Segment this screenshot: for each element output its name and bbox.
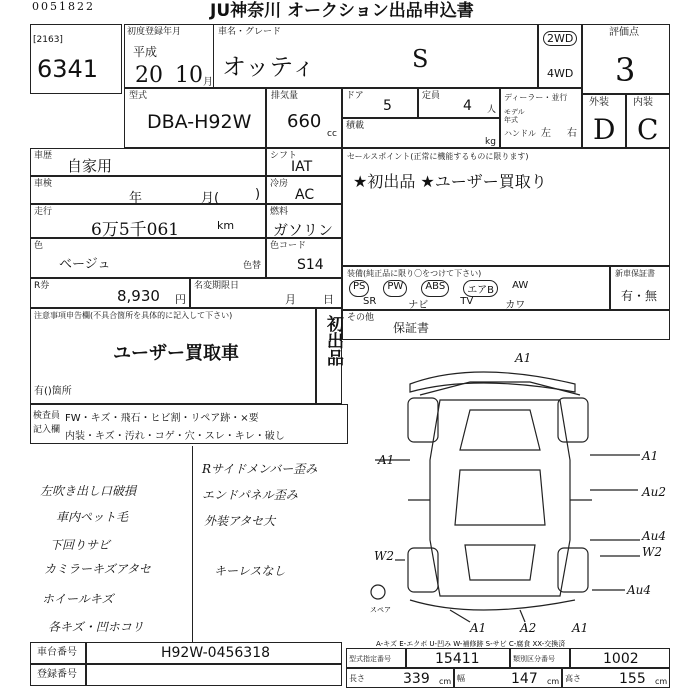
fuel: ガソリン [273,221,334,239]
shift: IAT [291,159,313,175]
recycle-box: R券 8,930 円 [30,278,190,308]
mark-left-rear: W2 [374,549,394,563]
remark-right-1: Rサイドメンバー歪み [202,462,318,476]
spare-label: スペア [370,606,391,614]
equip-aw: AW [512,280,529,291]
mark-right-rear: Au4 [642,529,667,543]
notes-box: 注意事項申告欄(不具合箇所を具体的に記入して下さい) ユーザー買取車 有()箇所 [30,308,316,404]
registration-box [86,664,342,686]
grade: S [412,45,429,73]
remark-left-4: カミラーキズアタセ [44,562,151,576]
equip-ps: PS [349,280,369,297]
remark-left-5: ホイールキズ [42,592,114,606]
reg-month: 10 [175,63,203,88]
notes-value: ユーザー買取車 [113,343,239,364]
interior-grade-box: 内装 C [626,94,670,148]
displacement-box: 排気量 660 cc [266,88,342,148]
interior-grade: C [637,113,659,146]
reg-year: 20 [135,63,163,88]
height: 155 [619,671,646,687]
load-box: 積載 kg [342,118,500,148]
mark-rear-1: A1 [470,621,487,635]
model-box: 型式 DBA-H92W [124,88,266,148]
equipment-box: 装備(純正品に限り〇をつけて下さい) PS PW ABS エアB AW SR ナビ TV カワ [342,266,610,310]
sales-point-box: セールスポイント(正常に機能するものに限ります) ★初出品 ★ユーザー買取り [342,148,670,266]
mileage: 6万5千061 [91,220,180,240]
mark-front: A1 [515,351,532,365]
mileage-box: 走行 6万5千061 km [30,204,266,238]
other-value: 保証書 [393,321,430,335]
mark-right-front: A1 [642,449,659,463]
rating-box: 評価点 3 [582,24,670,94]
mark-rear-right: Au4 [627,583,652,597]
mark-right-qtr: W2 [642,545,662,559]
equip-sr: SR [363,296,377,307]
remark-right-4: キーレスなし [214,564,286,578]
first-registration-box: 初度登録年月 平成 20 10 月 [124,24,214,88]
drive-2wd: 2WD [543,31,577,46]
first-listing-stamp: 初出品 [316,308,342,404]
fuel-box: 燃料 ガソリン [266,204,342,238]
mark-rear-3: A1 [572,621,589,635]
width: 147 [511,671,538,687]
length: 339 [403,671,430,687]
car-name: オッティ [222,53,316,81]
car-name-box: 車名・グレード オッティ S [213,24,538,88]
sales-point: ★初出品 ★ユーザー買取り [353,172,547,191]
equip-pw: PW [383,280,407,297]
mark-left-front: A1 [378,453,395,467]
mark-rear-2: A2 [520,621,537,635]
equip-airbag: エアB [463,280,498,297]
equip-leather: カワ [505,300,526,311]
aircon-box: 冷房 AC [266,176,342,204]
color-code: S14 [297,257,324,273]
remark-right-3: 外装アタセ大 [204,514,276,528]
shift-box: シフト IAT [266,148,342,176]
lot-number: 6341 [37,55,99,83]
remark-left-3: 下回りサビ [50,538,111,552]
color: ベージュ [59,257,111,272]
form-title: JU神奈川 オークション出品申込書 [210,1,474,21]
model-code: DBA-H92W [147,111,252,133]
color-code-box: 色コード S14 [266,238,342,278]
usage: 自家用 [67,157,113,175]
type-number: 15411 [435,651,480,667]
doors: 5 [383,98,392,114]
class-number: 1002 [603,651,639,667]
tax-box: 名変期限日 月 日 [190,278,342,308]
mark-right-door: Au2 [642,485,667,499]
dealer-box: ディーラー・並行 モデル 年式 ハンドル 左 右 [500,88,582,148]
equip-navi: ナビ [408,300,429,311]
serial-number: 0051822 [32,0,95,13]
remark-left-2: 車内ペット毛 [56,510,129,524]
color-box: 色 ベージュ 色替 [30,238,266,278]
chassis-box [86,642,342,664]
remark-left-6: 各キズ・凹ホコリ [48,620,144,634]
inspector-box: 検査員 記入欄 FW・キズ・飛石・ヒビ割・リペア跡・×要 内装・キズ・汚れ・コゲ・穴・スレ・キレ・破し [30,404,348,444]
aircon: AC [295,187,315,203]
manual-box: 新車保証書 有・無 [610,266,670,310]
rating-score: 3 [615,51,636,89]
equip-abs: ABS [421,280,449,297]
exterior-grade-box: 外装 D [582,94,626,148]
remark-left-1: 左吹き出し口破損 [40,484,137,498]
remark-right-2: エンドパネル歪み [202,488,298,502]
repair-history: 有()箇所 [34,386,72,397]
chassis-number: H92W-0456318 [161,645,271,661]
doors-box: ドア 5 [342,88,418,118]
drive-4wd: 4WD [547,67,574,80]
damage-legend: A-キズ E-エクボ U-凹み W-補修跡 S-サビ C-腐食 XX-交換済 [376,640,566,648]
exterior-grade: D [593,113,616,146]
other-box: その他 保証書 [342,310,670,340]
capacity-box: 定員 4 人 [418,88,500,118]
usage-box: 車歴 自家用 [30,148,266,176]
capacity: 4 [463,98,472,114]
equip-tv: TV [460,296,474,307]
displacement: 660 [287,111,322,132]
recycle-fee: 8,930 [117,287,160,305]
inspection-box: 車検 年 月( ) [30,176,266,204]
code: [2163] [33,35,63,45]
